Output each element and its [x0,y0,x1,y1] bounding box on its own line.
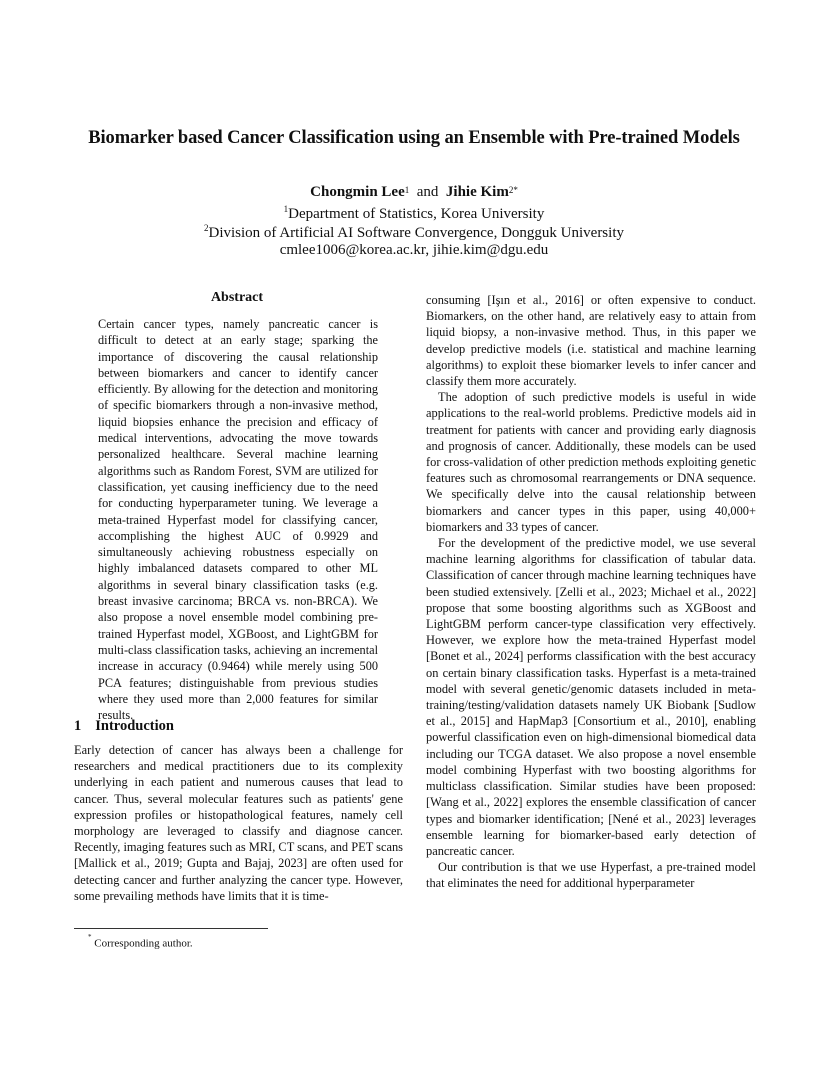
section-number: 1 [74,718,82,734]
affiliation-1 [0,204,828,223]
abstract-heading: Abstract [210,290,264,305]
footnote-rule [74,928,268,929]
affiliation-1-text: Department of Statistics, Korea University [288,206,545,222]
section-heading-introduction [74,718,188,735]
author-conjunction: and [416,184,439,200]
intro-paragraph: Early detection of cancer has always been a challenge for researchers and medical practitioners due to its complexity underlying in each patient and numerous causes that lead to cancer. Thus, several molecular features such as patients' gene expression profiles or histopathological features, namely cell morphology are leveraged to classify and diagnose cancer. Recently, imaging features such as MRI, CT scans, and PET scans [Mallick et al., 2019; Gupta and Bajaj, 2023] are often used for detecting cancer and further analyzing the cancer type. However, some prevailing methods have limits that it is time- [74,743,403,903]
right-paragraph-3: For the development of the predictive model, we use several machine learning algorithms for classification of tabular data. Classification of cancer through machine learning techniques have been studied extensively. [Zelli et al., 2023; Michael et al., 2022] propose that some boosting algorithms such as XGBoost and LightGBM perform cancer-type classification very effectively. However, we explore how the meta-trained Hyperfast model [Bonet et al., 2024] performs classification with the best accuracy on certain binary classification tasks. Hyperfast is a meta-trained model with several genetic/genomic datasets included in meta-training/testing/validation datasets namely UK Biobank [Sudlow et al., 2015] and HapMap3 [Consortium et al., 2010], enabling powerful classification even on high-dimensional biomedical data including our TCGA dataset. We also propose a novel ensemble model combining Hyperfast with two boosting algorithms for multiclass classification. Similar studies have been proposed: [Wang et al., 2022] explores the ensemble classification of cancer types and biomarker identification; [Nené et al., 2023] leverages ensemble learning for biomarker-based early detection of pancreatic cancer. [426,536,756,858]
paper-title: Biomarker based Cancer Classification using an Ensemble with Pre-trained Models [88,128,740,148]
right-column [426,292,756,892]
affiliation-2 [0,223,828,242]
right-paragraph-2: The adoption of such predictive models is useful in wide applications to the real-world problems. Predictive models aid in treatment for patients with cancer and providing early diagnosis and prognosis of cancer. Additionally, these models can be used for cross-validation of other prediction methods exploiting genetic features such as chromosomal rearrangements or DNA sequence. We specifically delve into the causal relationship between biomarkers and cancer types in this paper, using 40,000+ biomarkers and 33 types of cancer. [426,390,756,534]
introduction-left-column [74,742,403,904]
author-emails: cmlee1006@korea.ac.kr, jihie.kim@dgu.edu [279,242,549,258]
footnote [88,933,193,950]
right-paragraph-1: consuming [Işın et al., 2016] or often expensive to conduct. Biomarkers, on the other hand, are relatively easy to attain from liquid biopsy, a non-invasive method. Thus, in this paper we develop predictive models (i.e. statistical and machine learning algorithms) to exploit these biomarker levels to infer cancer and classify them more accurately. [426,293,756,389]
abstract-body [98,316,378,723]
affiliation-1-mark: 1 [283,204,289,214]
author-1: Chongmin Lee [310,184,405,200]
affiliation-2-mark: 2 [204,223,209,233]
right-paragraph-4: Our contribution is that we use Hyperfast, a pre-trained model that eliminates the need for additional hyperparameter [426,860,756,891]
author-2: Jihie Kim [445,184,509,200]
author-2-affil-mark: 2* [508,185,518,195]
author-1-affil-mark: 1 [404,185,410,195]
footnote-mark: * [88,933,92,941]
author-line [0,183,828,202]
affiliation-2-text: Division of Artificial AI Software Convergence, Dongguk University [208,225,624,241]
section-title: Introduction [95,718,174,734]
abstract-text: Certain cancer types, namely pancreatic cancer is difficult to detect at an early stage; sparking the importance of discovering the causal relationship between biomarkers and cancer to identify cancer efficiently. By allowing for the detection and monitoring of specific biomarkers through a non-invasive method, liquid biopsies enhance the precision and efficacy of medical interventions, advocating the move towards personalized healthcare. Several machine learning algorithms such as Random Forest, SVM are utilized for classification, yet causing inefficiency due to the need for conducting hyperparameter tuning. We leverage a meta-trained Hyperfast model for classifying cancer, accomplishing the highest AUC of 0.9929 and simultaneously achieving robustness especially on highly imbalanced datasets compared to other ML algorithms in several binary classification tasks (e.g. breast invasive carcinoma; BRCA vs. non-BRCA). We also propose a novel ensemble model combining pre-trained Hyperfast model, XGBoost, and LightGBM for multi-class classification tasks, achieving an incremental increase in accuracy (0.9464) while merely using 500 PCA features; distinguishable from previous studies where they used more than 2,000 features for similar results. [98,317,378,723]
footnote-text: Corresponding author. [94,937,193,950]
